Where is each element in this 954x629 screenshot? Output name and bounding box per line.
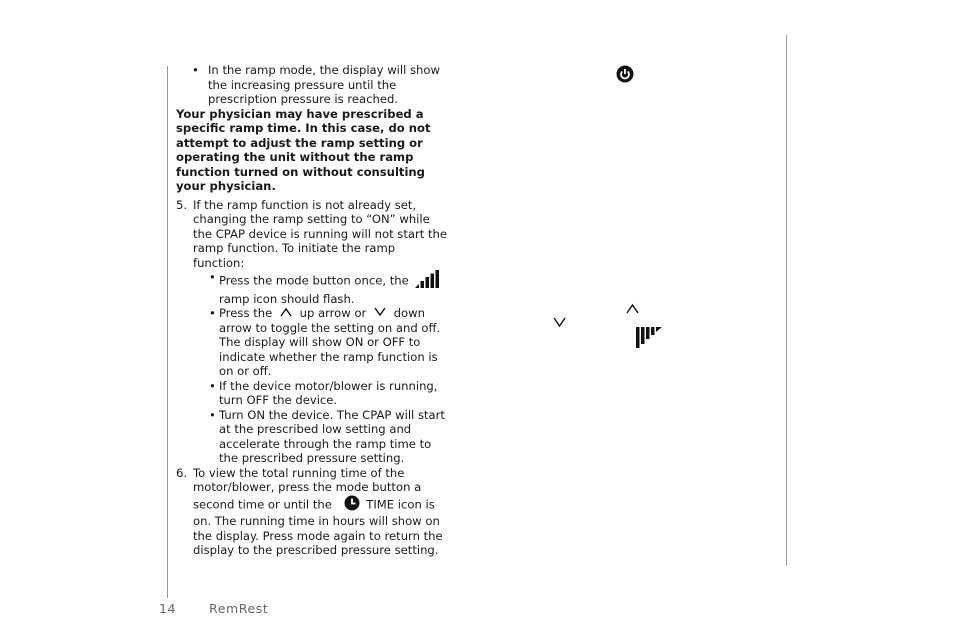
ramp-display-bullet [176,63,448,107]
step-5-bullet-4 [193,408,448,466]
clock-icon [344,495,360,515]
power-icon [616,65,634,87]
right-column-rule [786,35,787,566]
bullet-text: Turn ON the device. The CPAP will start at the prescribed low setting and accelerate through the ramp time to the prescribed pressure setting. [219,407,445,466]
bullet-dot: • [209,407,216,422]
down-arrow-icon [553,313,566,332]
step-6-text: To view the total running time of the motor/blower, press the mode button a second time or until the [193,465,422,511]
step-5 [176,198,448,466]
bullet-text: Press the mode button once, the [219,273,409,288]
brand-name: RemRest [209,601,269,616]
step-6 [176,466,448,558]
up-arrow-icon [280,306,292,321]
bullet-text: down arrow to toggle the setting on and off. The display will show ON or OFF to indicate whether the ramp function is on or off. [219,306,441,379]
bullet-dot: • [192,63,199,77]
bullet-text: If the device motor/blower is running, turn OFF the device. [219,378,438,408]
ramp-display-text: In the ramp mode, the display will show the increasing pressure until the prescription pressure is reached. [208,63,440,106]
down-arrow-icon [374,306,386,321]
step-number: 5. [176,197,188,212]
step-5-bullet-3 [193,379,448,408]
bullet-text: ramp icon should flash. [219,291,355,306]
step-5-bullet-2 [193,306,448,379]
bullet-dot: • [209,270,216,284]
step-number: 6. [176,465,188,480]
instruction-column [176,63,448,558]
ramp-bars-icon [415,270,440,292]
page-number: 14 [159,601,177,616]
left-column-rule [167,66,168,598]
up-arrow-icon [626,299,639,318]
time-label: TIME [366,497,395,511]
bullet-text: up arrow or [299,306,367,320]
bullet-dot: • [209,378,216,393]
bullet-dot: • [209,306,216,320]
physician-warning: Your physician may have prescribed a specific ramp time. In this case, do not attempt to adjust the ramp setting or operating the unit without the ramp function turned on without consulting your physician. [176,106,431,193]
bullet-text: Press the [219,306,273,320]
step-6-text-continued: icon is on. The running time in hours will show on the display. Press mode again to return the display to the prescribed pressure setting. [193,497,443,558]
ramp-bars-icon [636,327,662,352]
step-5-bullet-1 [193,270,448,306]
step-5-text: If the ramp function is not already set, changing the ramp setting to “ON” while the CPAP device is running will not start the ramp function. To initiate the ramp function: [193,197,448,270]
